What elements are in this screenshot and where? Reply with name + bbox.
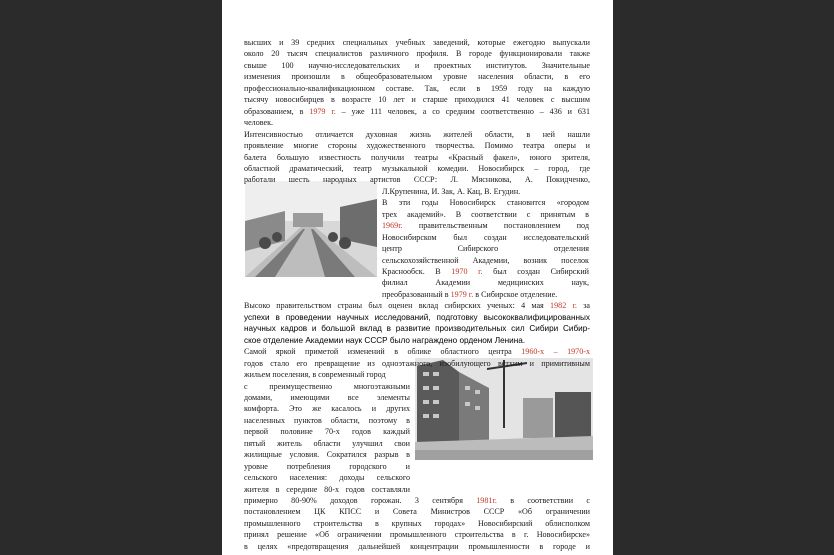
year-highlight: 1981г. [476,496,497,505]
text-line-bold: ское отделение Академии наук СССР было награждено орденом Ленина. [244,335,526,345]
text-line: годов стало его превращение из одноэтажного, изобилующего ветхим и примитивным [244,358,590,368]
text-line: с преимущественно многоэтажными [244,381,410,391]
text-line: промышленного строительства в крупных городах» Новосибирский облисполком [244,518,590,528]
text-line: уровне потребления городского и [244,461,410,471]
year-highlight: 1979 г. [309,106,336,116]
text-line: тысячу новосибирцев в возрасте 10 лет и старше приходился 41 человек с высшим [244,95,590,105]
text-line: постановлением ЦК КПСС и Совета Министров СССР «Об ограничении [244,507,590,517]
text-line: профессионально-квалификационном составе. Так, если в 1959 году на каждую [244,83,590,93]
text-line: около 20 тысяч специалистов различного профиля. В городе функционировали также [244,49,590,59]
document-page [222,0,613,555]
text-line: Интенсивностью отличается духовная жизнь жителей области, в ней нашли [244,129,590,139]
text-line: жилищные условия. Сократился разрыв в [244,450,410,460]
text-line: образованием, в 1979 г. – уже 111 человек, а со средним соответственно – 436 и 631 [244,106,590,116]
text-line: жителя в середине 80-х годов составляли [244,484,410,494]
text-line: свыше 100 научно-исследовательских и проектных институтов. Значительные [244,60,590,70]
text-line: пятый житель области улучшил свои [244,438,410,448]
text-line: комфорта. Это же касалось и других [244,404,410,414]
text-line: населенных пунктов области, поэтому в [244,415,410,425]
text-line: домами, имеющими все элементы [244,392,410,402]
text-line: Самой яркой приметой изменений в облике областного центра 1960-х – 1970-х [244,347,590,357]
photo-apartment-construction [415,358,593,460]
text-line: первой половине 70-х годов каждый [244,427,410,437]
text-line: Новосибирском был создан исследовательский [382,232,589,242]
text-line-bold: успехи в проведении научных исследований, подготовку высококвалифицированных [244,312,590,322]
text-line: центр Сибирского отделения [382,244,589,254]
text-line: Краснообск. В 1970 г. был создан Сибирский [382,267,589,276]
text-line: сельского населения: доходы сельского [244,473,410,483]
text-line: жильем поселения, в современный город [244,370,386,380]
text-line: В эти годы Новосибирск становится «городом [382,198,589,208]
text-line: Л.Крупенина, И. Зак, А. Кац, В. Егудин. [382,186,521,196]
photo-city-avenue [245,181,377,277]
text-line: областной драматический, театр музыкальной комедии. Новосибирск – город, где [244,163,590,173]
year-highlight: 1979 г. [450,289,474,299]
text-line: балета большую известность получили театры «Красный факел», юного зрителя, [244,152,590,162]
text-line: проявление многие стороны художественного творчества. Помимо театра оперы и [244,141,590,151]
year-highlight: 1982 г. [550,301,577,311]
text-line: примерно 80-90% доходов горожан. 3 сентября 1981г. в соответствии с [244,496,590,505]
year-highlight: 1969г. [382,221,403,231]
text-line: работали шесть народных артистов СССР: Л. Мясникова, А. Покидченко, [244,175,590,185]
text-line: сельскохозяйственной Академии, возник поселок [382,255,589,265]
text-line: принял решение «Об ограничении промышленного строительства в г. Новосибирске» [244,530,590,540]
text-line-bold: научных кадров и большой вклад в развитие производительных сил Сибири Сибир- [244,324,590,334]
year-highlight: 1970 г. [451,267,483,276]
text-line: в целях «предотвращения дальнейшей концентрации промышленности в городе и [244,541,590,551]
year-highlight: 1960-х – 1970-х [521,347,590,357]
text-line: преобразованный в 1979 г. в Сибирское отделение. [382,289,558,299]
text-line: изменения произошли в общеобразовательном уровне населения области, в его [244,72,590,82]
text-line: трех академий». В соответствии с принятым в [382,209,589,219]
text-line: высших и 39 средних специальных учебных заведений, которые ежегодно выпускали [244,38,590,47]
text-line: Высоко правительством страны был оценен вклад сибирских ученых: 4 мая 1982 г. за [244,301,590,311]
text-line: 1969г. правительственным постановлением под [382,221,589,231]
text-line: человек. [244,118,274,128]
text-line: филиал Академии медицинских наук, [382,278,589,288]
